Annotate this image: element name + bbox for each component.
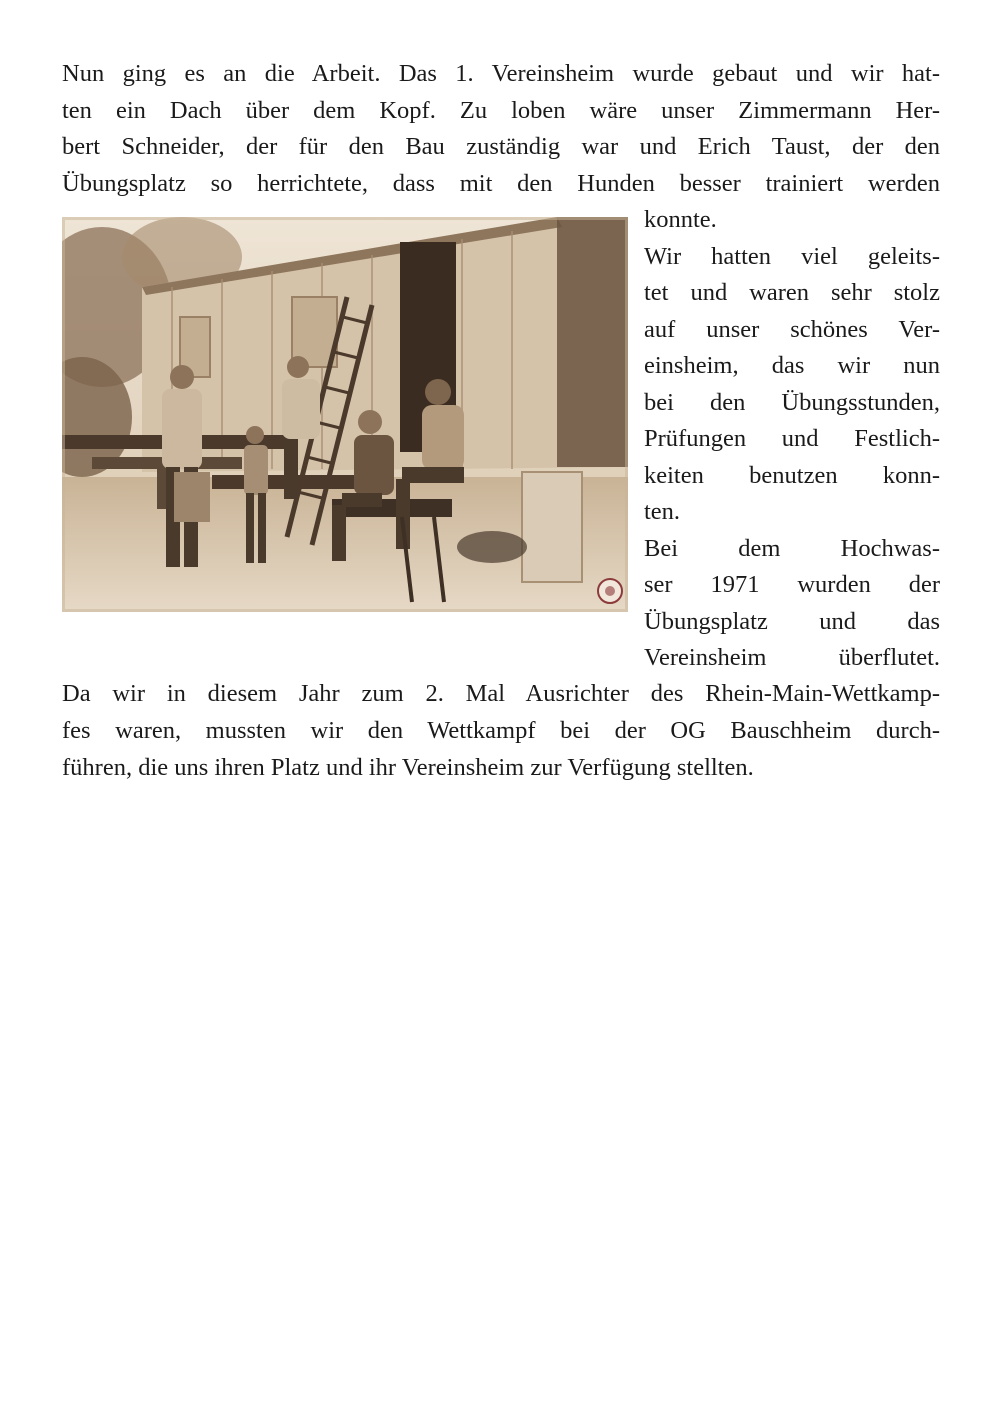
text-line: konnte.	[644, 206, 717, 234]
text-line: ten.	[644, 498, 681, 526]
text-line: Da wir in diesem Jahr zum 2. Mal Ausrichter des Rhein-Main-Wettkamp-	[62, 680, 940, 708]
document-page	[62, 56, 940, 786]
text-line: bert Schneider, der für den Bau zuständig war und Erich Taust, der den	[62, 133, 940, 161]
side-column-text	[644, 202, 940, 677]
text-line: keiten benutzen konn-	[644, 461, 940, 489]
text-line: Übungsplatz und das	[644, 607, 940, 635]
photo-with-text	[62, 202, 940, 676]
text-line: Prüfungen und Festlich-	[644, 425, 940, 453]
text-line: Wir hatten viel geleits-	[644, 242, 940, 270]
text-line: Nun ging es an die Arbeit. Das 1. Vereinsheim wurde gebaut und wir hat-	[62, 60, 940, 87]
text-line: Vereinsheim überflutet.	[644, 644, 940, 672]
text-line: ser 1971 wurden der	[644, 571, 940, 599]
text-line: fes waren, mussten wir den Wettkampf bei der OG Bauschheim durch-	[62, 716, 940, 744]
text-line: auf unser schönes Ver-	[644, 315, 940, 343]
text-line: Übungsplatz so herrichtete, dass mit den Hunden besser trainiert werden	[62, 169, 940, 197]
text-line: ten ein Dach über dem Kopf. Zu loben wäre unser Zimmermann Her-	[62, 96, 940, 124]
text-line: bei den Übungsstunden,	[644, 388, 940, 416]
clubhouse-photo	[62, 217, 628, 612]
text-line: Bei dem Hochwas-	[644, 534, 940, 562]
photo-illustration	[62, 217, 628, 612]
paragraph-closing	[62, 676, 940, 786]
text-line: tet und waren sehr stolz	[644, 279, 940, 307]
paragraph-intro	[62, 56, 940, 202]
text-line: führen, die uns ihren Platz und ihr Vereinsheim zur Verfügung stellten.	[62, 753, 754, 781]
text-line: einsheim, das wir nun	[644, 352, 940, 380]
